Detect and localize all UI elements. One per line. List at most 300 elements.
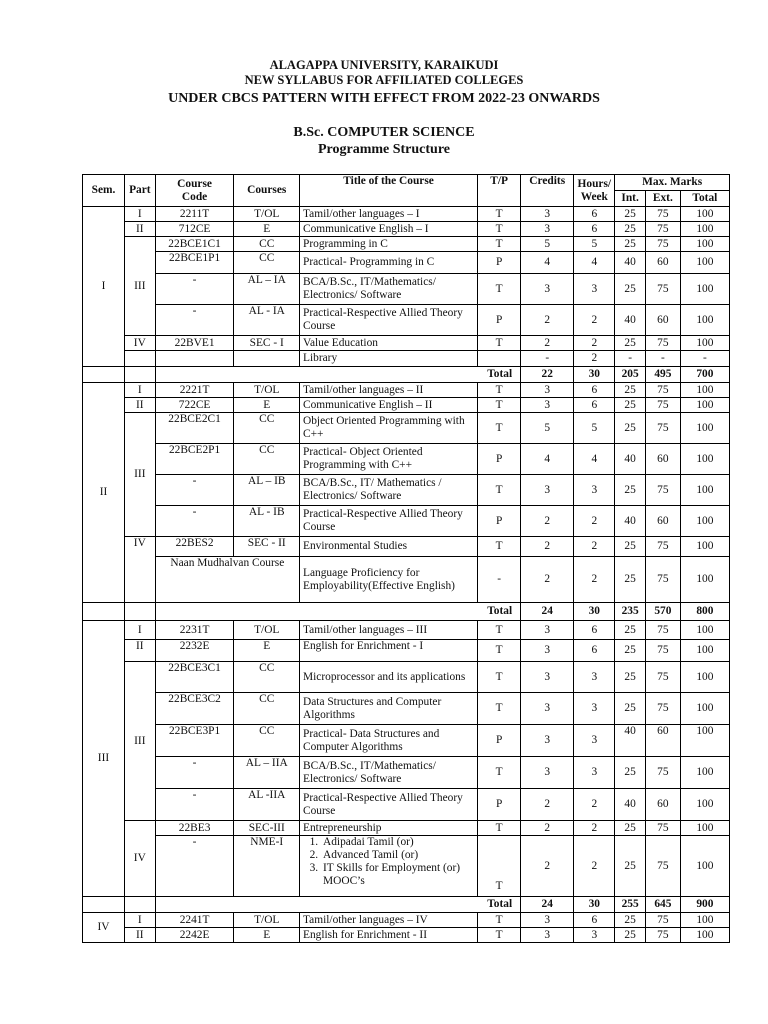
part-cell: III bbox=[124, 237, 155, 336]
hours-cell: 6 bbox=[574, 222, 615, 237]
course-type-cell: E bbox=[234, 398, 300, 413]
hours-cell: 6 bbox=[574, 398, 615, 413]
tp-cell: T bbox=[478, 913, 521, 928]
tp-cell: P bbox=[478, 252, 521, 274]
int-marks-cell: 25 bbox=[615, 222, 646, 237]
course-title-cell: Practical- Programming in C bbox=[300, 252, 478, 274]
hours-cell: 6 bbox=[574, 913, 615, 928]
course-type-cell: AL – IB bbox=[234, 475, 300, 506]
total-marks-cell: 100 bbox=[680, 383, 729, 398]
course-code-cell: - bbox=[155, 506, 234, 537]
nme-options-list bbox=[303, 836, 475, 888]
hours-cell: 6 bbox=[574, 621, 615, 640]
tp-cell: T bbox=[478, 383, 521, 398]
table-row bbox=[83, 475, 730, 506]
total-marks-cell: 100 bbox=[680, 821, 729, 836]
hours-cell: 2 bbox=[574, 789, 615, 821]
header-sem: Sem. bbox=[83, 175, 125, 207]
credits-cell: 3 bbox=[521, 475, 574, 506]
int-marks-cell: 25 bbox=[615, 274, 646, 305]
total-marks-cell: 100 bbox=[680, 928, 729, 943]
int-marks-cell: 40 bbox=[615, 305, 646, 336]
header-total: Total bbox=[680, 191, 729, 207]
course-title-cell: Practical-Respective Allied Theory Course bbox=[300, 789, 478, 821]
tp-cell: T bbox=[478, 207, 521, 222]
tp-cell: T bbox=[478, 537, 521, 557]
course-title-cell: BCA/B.Sc., IT/Mathematics/ Electronics/ Software bbox=[300, 274, 478, 305]
header-max-marks: Max. Marks bbox=[615, 175, 730, 191]
credits-cell: 4 bbox=[521, 444, 574, 475]
credits-cell: - bbox=[521, 351, 574, 367]
table-row bbox=[83, 207, 730, 222]
part-cell: IV bbox=[124, 537, 155, 603]
ext-marks-cell: 75 bbox=[645, 821, 680, 836]
table-row bbox=[83, 506, 730, 537]
total-marks-cell: 100 bbox=[680, 693, 729, 725]
credits-cell: 2 bbox=[521, 557, 574, 603]
course-code-cell: - bbox=[155, 789, 234, 821]
list-item: 3. IT Skills for Employment (or) MOOC’s bbox=[321, 862, 475, 888]
course-type-cell: SEC - I bbox=[234, 336, 300, 351]
course-title-cell: English for Enrichment - II bbox=[300, 928, 478, 943]
hours-cell: 3 bbox=[574, 274, 615, 305]
table-row bbox=[83, 725, 730, 757]
table-row bbox=[83, 913, 730, 928]
part-cell: II bbox=[124, 640, 155, 662]
course-code-cell: 22BCE1C1 bbox=[155, 237, 234, 252]
total-label: Total bbox=[155, 367, 520, 383]
total-marks-cell: 100 bbox=[680, 222, 729, 237]
part-cell: I bbox=[124, 913, 155, 928]
course-type-cell: AL - IB bbox=[234, 506, 300, 537]
table-row bbox=[83, 336, 730, 351]
credits-cell: 3 bbox=[521, 621, 574, 640]
program-title: B.Sc. COMPUTER SCIENCE bbox=[293, 125, 475, 140]
course-code-cell: - bbox=[155, 475, 234, 506]
tp-cell: T bbox=[478, 640, 521, 662]
part-cell: I bbox=[124, 383, 155, 398]
course-type-cell: CC bbox=[234, 413, 300, 444]
empty-cell bbox=[124, 897, 155, 913]
ext-marks-cell: 60 bbox=[645, 305, 680, 336]
course-title-cell: Environmental Studies bbox=[300, 537, 478, 557]
cbcs-pattern-title: UNDER CBCS PATTERN WITH EFFECT FROM 2022-23 ONWARDS bbox=[168, 91, 600, 106]
int-marks-cell: 25 bbox=[615, 537, 646, 557]
course-type-cell: AL – IA bbox=[234, 274, 300, 305]
part-cell: IV bbox=[124, 821, 155, 897]
course-code-cell: 2242E bbox=[155, 928, 234, 943]
total-marks-cell: 100 bbox=[680, 413, 729, 444]
ext-marks-cell: 60 bbox=[645, 252, 680, 274]
header-part: Part bbox=[124, 175, 155, 207]
ext-marks-cell: - bbox=[645, 351, 680, 367]
total-credits-cell: 24 bbox=[521, 603, 574, 621]
course-type-cell: SEC-III bbox=[234, 821, 300, 836]
course-code-cell: 2221T bbox=[155, 383, 234, 398]
ext-marks-cell: 75 bbox=[645, 913, 680, 928]
ext-marks-cell: 75 bbox=[645, 398, 680, 413]
total-ext-cell: 495 bbox=[645, 367, 680, 383]
course-code-cell: - bbox=[155, 836, 234, 897]
credits-cell: 3 bbox=[521, 662, 574, 693]
credits-cell: 2 bbox=[521, 836, 574, 897]
course-title-cell: Tamil/other languages – III bbox=[300, 621, 478, 640]
empty-cell bbox=[124, 603, 155, 621]
course-title-cell: Tamil/other languages – II bbox=[300, 383, 478, 398]
hours-cell: 6 bbox=[574, 207, 615, 222]
course-title-cell: Data Structures and Computer Algorithms bbox=[300, 693, 478, 725]
total-hours-cell: 30 bbox=[574, 897, 615, 913]
tp-cell: P bbox=[478, 789, 521, 821]
total-marks-cell: 100 bbox=[680, 336, 729, 351]
course-code-cell: 2232E bbox=[155, 640, 234, 662]
total-marks-cell: 700 bbox=[680, 367, 729, 383]
course-title-cell: BCA/B.Sc., IT/ Mathematics / Electronics/ Software bbox=[300, 475, 478, 506]
tp-cell: T bbox=[478, 757, 521, 789]
total-marks-cell: 100 bbox=[680, 662, 729, 693]
tp-cell: P bbox=[478, 725, 521, 757]
hours-cell: 3 bbox=[574, 757, 615, 789]
course-code-cell: 22BCE2P1 bbox=[155, 444, 234, 475]
ext-marks-cell: 75 bbox=[645, 557, 680, 603]
ext-marks-cell: 75 bbox=[645, 336, 680, 351]
tp-cell: T bbox=[478, 693, 521, 725]
course-type-cell: AL – IIA bbox=[234, 757, 300, 789]
total-marks-cell: 100 bbox=[680, 640, 729, 662]
total-int-cell: 255 bbox=[615, 897, 646, 913]
header-courses: Courses bbox=[234, 175, 300, 207]
credits-cell: 3 bbox=[521, 222, 574, 237]
course-type-cell: CC bbox=[234, 444, 300, 475]
hours-cell: 2 bbox=[574, 336, 615, 351]
course-type-cell: E bbox=[234, 928, 300, 943]
int-marks-cell: 25 bbox=[615, 383, 646, 398]
part-cell: II bbox=[124, 398, 155, 413]
empty-cell bbox=[83, 367, 125, 383]
table-row bbox=[83, 836, 730, 897]
table-row bbox=[83, 621, 730, 640]
course-title-cell: Practical- Data Structures and Computer Algorithms bbox=[300, 725, 478, 757]
total-marks-cell: 900 bbox=[680, 897, 729, 913]
tp-cell: T bbox=[478, 621, 521, 640]
int-marks-cell: 40 bbox=[615, 506, 646, 537]
int-marks-cell: 25 bbox=[615, 398, 646, 413]
int-marks-cell: 25 bbox=[615, 757, 646, 789]
total-marks-cell: 100 bbox=[680, 621, 729, 640]
table-row bbox=[83, 662, 730, 693]
total-marks-cell: 100 bbox=[680, 836, 729, 897]
credits-cell: 3 bbox=[521, 207, 574, 222]
total-credits-cell: 22 bbox=[521, 367, 574, 383]
total-label: Total bbox=[155, 897, 520, 913]
total-hours-cell: 30 bbox=[574, 367, 615, 383]
total-marks-cell: 100 bbox=[680, 537, 729, 557]
ext-marks-cell: 75 bbox=[645, 836, 680, 897]
header-tp: T/P bbox=[478, 175, 521, 207]
ext-marks-cell: 75 bbox=[645, 621, 680, 640]
table-row bbox=[83, 821, 730, 836]
naan-mudhalvan-course-cell: Naan Mudhalvan Course bbox=[155, 557, 299, 603]
total-marks-cell: 100 bbox=[680, 725, 729, 757]
ext-marks-cell: 75 bbox=[645, 693, 680, 725]
course-title-cell: Library bbox=[300, 351, 478, 367]
course-code-cell: 2211T bbox=[155, 207, 234, 222]
tp-cell: T bbox=[478, 928, 521, 943]
part-cell: II bbox=[124, 928, 155, 943]
tp-cell: P bbox=[478, 305, 521, 336]
part-cell bbox=[124, 351, 155, 367]
credits-cell: 2 bbox=[521, 537, 574, 557]
hours-cell: 2 bbox=[574, 506, 615, 537]
course-type-cell: T/OL bbox=[234, 913, 300, 928]
course-code-cell: 22BVE1 bbox=[155, 336, 234, 351]
semester-cell: I bbox=[83, 207, 125, 367]
part-cell: I bbox=[124, 621, 155, 640]
semester-total-row bbox=[83, 603, 730, 621]
course-code-cell: 22BE3 bbox=[155, 821, 234, 836]
ext-marks-cell: 60 bbox=[645, 506, 680, 537]
ext-marks-cell: 60 bbox=[645, 789, 680, 821]
total-hours-cell: 30 bbox=[574, 603, 615, 621]
hours-cell: 5 bbox=[574, 237, 615, 252]
course-type-cell: T/OL bbox=[234, 383, 300, 398]
total-ext-cell: 570 bbox=[645, 603, 680, 621]
hours-cell: 2 bbox=[574, 351, 615, 367]
hours-cell: 2 bbox=[574, 821, 615, 836]
empty-cell bbox=[83, 897, 125, 913]
course-code-cell: 22BCE3P1 bbox=[155, 725, 234, 757]
programme-structure-title: Programme Structure bbox=[317, 142, 451, 157]
credits-cell: 2 bbox=[521, 506, 574, 537]
ext-marks-cell: 60 bbox=[645, 444, 680, 475]
credits-cell: 2 bbox=[521, 305, 574, 336]
tp-cell: T bbox=[478, 222, 521, 237]
part-cell: III bbox=[124, 413, 155, 537]
table-row bbox=[83, 757, 730, 789]
total-marks-cell: 100 bbox=[680, 274, 729, 305]
credits-cell: 3 bbox=[521, 383, 574, 398]
int-marks-cell: 25 bbox=[615, 413, 646, 444]
int-marks-cell: 25 bbox=[615, 836, 646, 897]
course-code-cell: 722CE bbox=[155, 398, 234, 413]
total-int-cell: 235 bbox=[615, 603, 646, 621]
header-title: Title of the Course bbox=[300, 175, 478, 207]
credits-cell: 5 bbox=[521, 237, 574, 252]
course-code-cell: 22BCE3C2 bbox=[155, 693, 234, 725]
empty-cell bbox=[83, 603, 125, 621]
course-code-cell: - bbox=[155, 757, 234, 789]
table-row bbox=[83, 351, 730, 367]
credits-cell: 3 bbox=[521, 928, 574, 943]
hours-cell: 5 bbox=[574, 413, 615, 444]
course-type-cell: CC bbox=[234, 662, 300, 693]
ext-marks-cell: 75 bbox=[645, 757, 680, 789]
tp-cell: T bbox=[478, 398, 521, 413]
course-title-cell: English for Enrichment - I bbox=[300, 640, 478, 662]
course-type-cell: AL - IA bbox=[234, 305, 300, 336]
total-marks-cell: 100 bbox=[680, 305, 729, 336]
course-title-cell: Programming in C bbox=[300, 237, 478, 252]
table-row bbox=[83, 693, 730, 725]
total-marks-cell: - bbox=[680, 351, 729, 367]
hours-cell: 3 bbox=[574, 475, 615, 506]
table-header-row bbox=[83, 175, 730, 191]
course-type-cell: T/OL bbox=[234, 207, 300, 222]
course-code-cell: - bbox=[155, 305, 234, 336]
int-marks-cell: 25 bbox=[615, 693, 646, 725]
course-title-cell: Practical-Respective Allied Theory Course bbox=[300, 305, 478, 336]
table-row bbox=[83, 222, 730, 237]
credits-cell: 3 bbox=[521, 274, 574, 305]
total-ext-cell: 645 bbox=[645, 897, 680, 913]
ext-marks-cell: 75 bbox=[645, 274, 680, 305]
course-code-cell: - bbox=[155, 274, 234, 305]
table-row bbox=[83, 640, 730, 662]
tp-cell: P bbox=[478, 444, 521, 475]
course-code-cell: 22BCE1P1 bbox=[155, 252, 234, 274]
total-marks-cell: 100 bbox=[680, 398, 729, 413]
header-ext: Ext. bbox=[645, 191, 680, 207]
course-type-cell: CC bbox=[234, 237, 300, 252]
hours-cell: 2 bbox=[574, 836, 615, 897]
tp-cell: T bbox=[478, 237, 521, 252]
tp-cell: T bbox=[478, 475, 521, 506]
table-row bbox=[83, 444, 730, 475]
course-title-cell: Microprocessor and its applications bbox=[300, 662, 478, 693]
tp-cell: T bbox=[478, 413, 521, 444]
int-marks-cell: 25 bbox=[615, 640, 646, 662]
course-title-cell: Tamil/other languages – I bbox=[300, 207, 478, 222]
int-marks-cell: 40 bbox=[615, 444, 646, 475]
hours-cell: 4 bbox=[574, 444, 615, 475]
ext-marks-cell: 75 bbox=[645, 222, 680, 237]
table-row bbox=[83, 237, 730, 252]
course-type-cell bbox=[234, 351, 300, 367]
part-cell: IV bbox=[124, 336, 155, 351]
course-code-cell: 2241T bbox=[155, 913, 234, 928]
ext-marks-cell: 75 bbox=[645, 237, 680, 252]
table-row bbox=[83, 928, 730, 943]
course-title-cell: Language Proficiency for Employability(Effective English) bbox=[300, 557, 478, 603]
ext-marks-cell: 75 bbox=[645, 413, 680, 444]
table-row bbox=[83, 413, 730, 444]
table-row bbox=[83, 789, 730, 821]
course-title-cell: Practical- Object Oriented Programming with C++ bbox=[300, 444, 478, 475]
int-marks-cell: 25 bbox=[615, 557, 646, 603]
part-cell: III bbox=[124, 662, 155, 821]
table-row bbox=[83, 252, 730, 274]
course-title-cell: Object Oriented Programming with C++ bbox=[300, 413, 478, 444]
ext-marks-cell: 75 bbox=[645, 383, 680, 398]
ext-marks-cell: 75 bbox=[645, 640, 680, 662]
credits-cell: 3 bbox=[521, 725, 574, 757]
course-title-cell: Communicative English – II bbox=[300, 398, 478, 413]
hours-cell: 2 bbox=[574, 537, 615, 557]
ext-marks-cell: 75 bbox=[645, 928, 680, 943]
credits-cell: 3 bbox=[521, 640, 574, 662]
table-row bbox=[83, 305, 730, 336]
part-cell: I bbox=[124, 207, 155, 222]
table-row bbox=[83, 274, 730, 305]
list-item: 1. Adipadai Tamil (or) bbox=[321, 836, 475, 849]
total-marks-cell: 100 bbox=[680, 475, 729, 506]
course-type-cell: E bbox=[234, 222, 300, 237]
tp-cell: T bbox=[478, 336, 521, 351]
tp-cell: T bbox=[478, 274, 521, 305]
course-code-cell bbox=[155, 351, 234, 367]
university-title: ALAGAPPA UNIVERSITY, KARAIKUDI bbox=[269, 58, 499, 72]
int-marks-cell: 40 bbox=[615, 789, 646, 821]
credits-cell: 3 bbox=[521, 913, 574, 928]
course-code-cell: 22BES2 bbox=[155, 537, 234, 557]
course-type-cell: NME-I bbox=[234, 836, 300, 897]
programme-structure-table bbox=[82, 174, 730, 943]
ext-marks-cell: 60 bbox=[645, 725, 680, 757]
course-title-cell: Communicative English – I bbox=[300, 222, 478, 237]
course-title-cell bbox=[300, 836, 478, 897]
course-title-cell: Tamil/other languages – IV bbox=[300, 913, 478, 928]
credits-cell: 2 bbox=[521, 821, 574, 836]
course-title-cell: Entrepreneurship bbox=[300, 821, 478, 836]
hours-cell: 3 bbox=[574, 725, 615, 757]
course-code-cell: 22BCE3C1 bbox=[155, 662, 234, 693]
total-marks-cell: 100 bbox=[680, 237, 729, 252]
semester-cell: III bbox=[83, 621, 125, 897]
ext-marks-cell: 75 bbox=[645, 475, 680, 506]
credits-cell: 3 bbox=[521, 693, 574, 725]
int-marks-cell: 25 bbox=[615, 913, 646, 928]
semester-total-row bbox=[83, 897, 730, 913]
course-type-cell: AL -IIA bbox=[234, 789, 300, 821]
hours-cell: 3 bbox=[574, 662, 615, 693]
total-credits-cell: 24 bbox=[521, 897, 574, 913]
course-title-cell: Practical-Respective Allied Theory Course bbox=[300, 506, 478, 537]
int-marks-cell: 40 bbox=[615, 252, 646, 274]
empty-cell bbox=[124, 367, 155, 383]
header-hours-week: Hours/ Week bbox=[574, 175, 615, 207]
int-marks-cell: 25 bbox=[615, 207, 646, 222]
total-label: Total bbox=[155, 603, 520, 621]
credits-cell: 2 bbox=[521, 789, 574, 821]
course-code-cell: 712CE bbox=[155, 222, 234, 237]
tp-cell bbox=[478, 351, 521, 367]
header-int: Int. bbox=[615, 191, 646, 207]
int-marks-cell: - bbox=[615, 351, 646, 367]
total-marks-cell: 800 bbox=[680, 603, 729, 621]
credits-cell: 3 bbox=[521, 757, 574, 789]
course-type-cell: T/OL bbox=[234, 621, 300, 640]
hours-cell: 6 bbox=[574, 640, 615, 662]
course-title-cell: BCA/B.Sc., IT/Mathematics/ Electronics/ Software bbox=[300, 757, 478, 789]
total-marks-cell: 100 bbox=[680, 557, 729, 603]
semester-cell: IV bbox=[83, 913, 125, 943]
hours-cell: 2 bbox=[574, 305, 615, 336]
part-cell: II bbox=[124, 222, 155, 237]
semester-cell: II bbox=[83, 383, 125, 603]
tp-cell: - bbox=[478, 557, 521, 603]
table-row bbox=[83, 557, 730, 603]
tp-cell: P bbox=[478, 506, 521, 537]
semester-total-row bbox=[83, 367, 730, 383]
int-marks-cell: 25 bbox=[615, 662, 646, 693]
total-marks-cell: 100 bbox=[680, 757, 729, 789]
credits-cell: 2 bbox=[521, 336, 574, 351]
int-marks-cell: 25 bbox=[615, 621, 646, 640]
total-marks-cell: 100 bbox=[680, 506, 729, 537]
header-course-code: Course Code bbox=[155, 175, 234, 207]
list-item: 2. Advanced Tamil (or) bbox=[321, 849, 475, 862]
course-type-cell: CC bbox=[234, 693, 300, 725]
